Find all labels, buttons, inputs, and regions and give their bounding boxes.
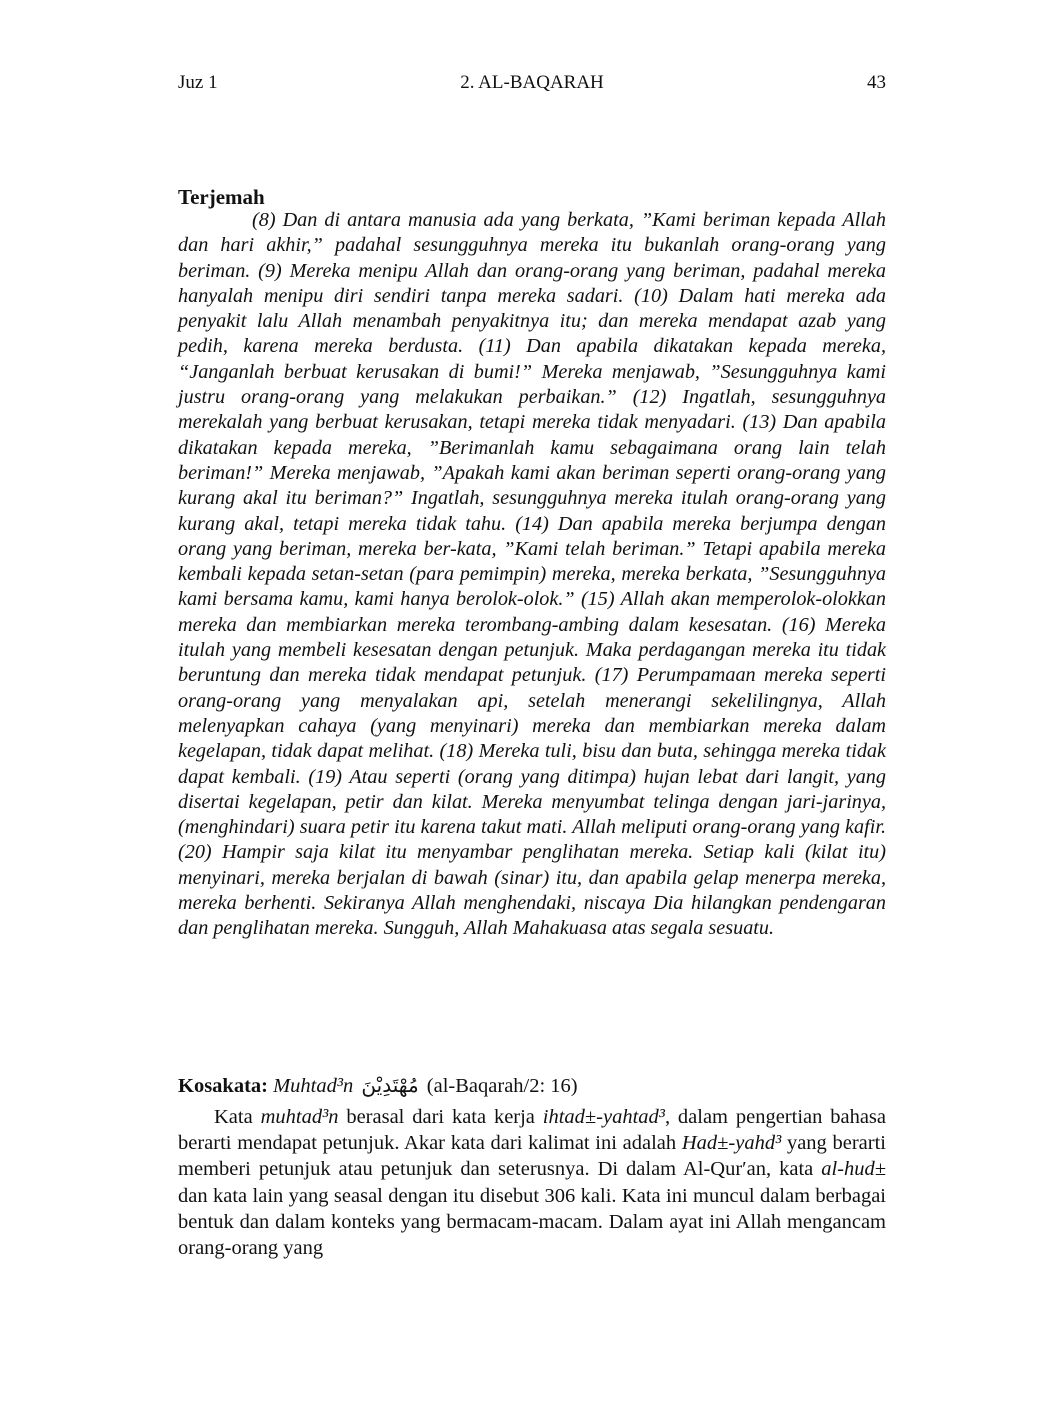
page-number: 43 xyxy=(867,72,886,93)
kosakata-label: Kosakata: xyxy=(178,1075,268,1097)
kosakata-term: Muhtad³n xyxy=(273,1075,354,1097)
italic-term: ihtad±-yahtad³ xyxy=(542,1106,665,1128)
kosakata-paragraph xyxy=(178,1104,886,1261)
surah-title: 2. AL-BAQARAH xyxy=(460,72,604,93)
text-segment: yang berarti memberi petunjuk atau petunjuk dan seterusnya. Di dalam Al-Qur′an, kata xyxy=(178,1132,886,1181)
translation-paragraph: (8) Dan di antara manusia ada yang berkata, ”Kami beriman kepada Allah dan hari akhir,” padahal sesungguhnya mereka itu bukanlah orang-orang yang beriman. (9) Mereka menipu Allah dan orang-orang yang beriman, padahal mereka hanyalah menipu diri sendiri tanpa mereka sadari. (10) Dalam hati mereka ada penyakit lalu Allah menambah penyakitnya itu; dan mereka mendapat azab yang pedih, karena mereka berdusta. (11) Dan apabila dikatakan kepada mereka, “Janganlah berbuat kerusakan di bumi!” Mereka menjawab, ”Sesungguhnya kami justru orang-orang yang melakukan perbaikan.” (12) Ingatlah, sesungguhnya merekalah yang berbuat kerusakan, tetapi mereka tidak menyadari. (13) Dan apabila dikatakan kepada mereka, ”Berimanlah kamu sebagaimana orang lain telah beriman!” Mereka menjawab, ”Apakah kami akan beriman seperti orang-orang yang kurang akal itu beriman?” Ingatlah, sesungguhnya mereka itulah orang-orang yang kurang akal, tetapi mereka tidak tahu. (14) Dan apabila mereka berjumpa dengan orang yang beriman, mereka ber-kata, ”Kami telah beriman.” Tetapi apabila mereka kembali kepada setan-setan (para pemimpin) mereka, mereka berkata, ”Sesungguhnya kami bersama kamu, kami hanya berolok-olok.” (15) Allah akan memperolok-olokkan mereka dan membiarkan mereka terombang-ambing dalam kesesatan. (16) Mereka itulah yang membeli kesesatan dengan petunjuk. Maka perdagangan mereka itu tidak beruntung dan mereka tidak mendapat petunjuk. (17) Perumpamaan mereka seperti orang-orang yang menyalakan api, setelah menerangi sekelilingnya, Allah melenyapkan cahaya (yang menyinari) mereka dan membiarkan mereka dalam kegelapan, tidak dapat melihat. (18) Mereka tuli, bisu dan buta, sehingga mereka tidak dapat kembali. (19) Atau seperti (orang yang ditimpa) hujan lebat dari langit, yang disertai kegelapan, petir dan kilat. Mereka menyumbat telinga dengan jari-jarinya, (menghindari) suara petir itu karena takut mati. Allah meliputi orang-orang yang kafir.(20) Hampir saja kilat itu menyambar penglihatan mereka. Setiap kali (kilat itu) menyinari, mereka berjalan di bawah (sinar) itu, dan apabila gelap menerpa mereka, mereka berhenti. Sekiranya Allah menghendaki, niscaya Dia hilangkan pendengaran dan penglihatan mereka. Sungguh, Allah Mahakuasa atas segala sesuatu. xyxy=(178,209,886,940)
text-segment: dan kata lain yang seasal dengan itu disebut 306 kali. Kata ini muncul dalam berbagai bentuk dan dalam konteks yang bermacam-macam. Dalam ayat ini Allah mengancam orang-orang yang xyxy=(178,1184,886,1260)
page-header xyxy=(178,72,886,98)
terjemah-heading: Terjemah xyxy=(178,185,265,209)
text-segment: Kata xyxy=(214,1106,261,1128)
kosakata-heading xyxy=(178,1072,886,1099)
text-segment: , dalam pengertian bahasa berarti mendapat petunjuk. Akar kata dari kalimat ini adalah xyxy=(178,1106,886,1155)
italic-term: Had±-yahd³ xyxy=(681,1132,782,1155)
text-segment: berasal dari kata kerja xyxy=(338,1106,543,1128)
italic-term: muhtad³n xyxy=(260,1106,339,1128)
juz-label: Juz 1 xyxy=(178,72,218,93)
kosakata-reference: (al-Baqarah/2: 16) xyxy=(426,1075,578,1097)
italic-term: al-hud± xyxy=(821,1158,886,1181)
arabic-term: مُهْتَدِيْنَ xyxy=(361,1073,419,1097)
